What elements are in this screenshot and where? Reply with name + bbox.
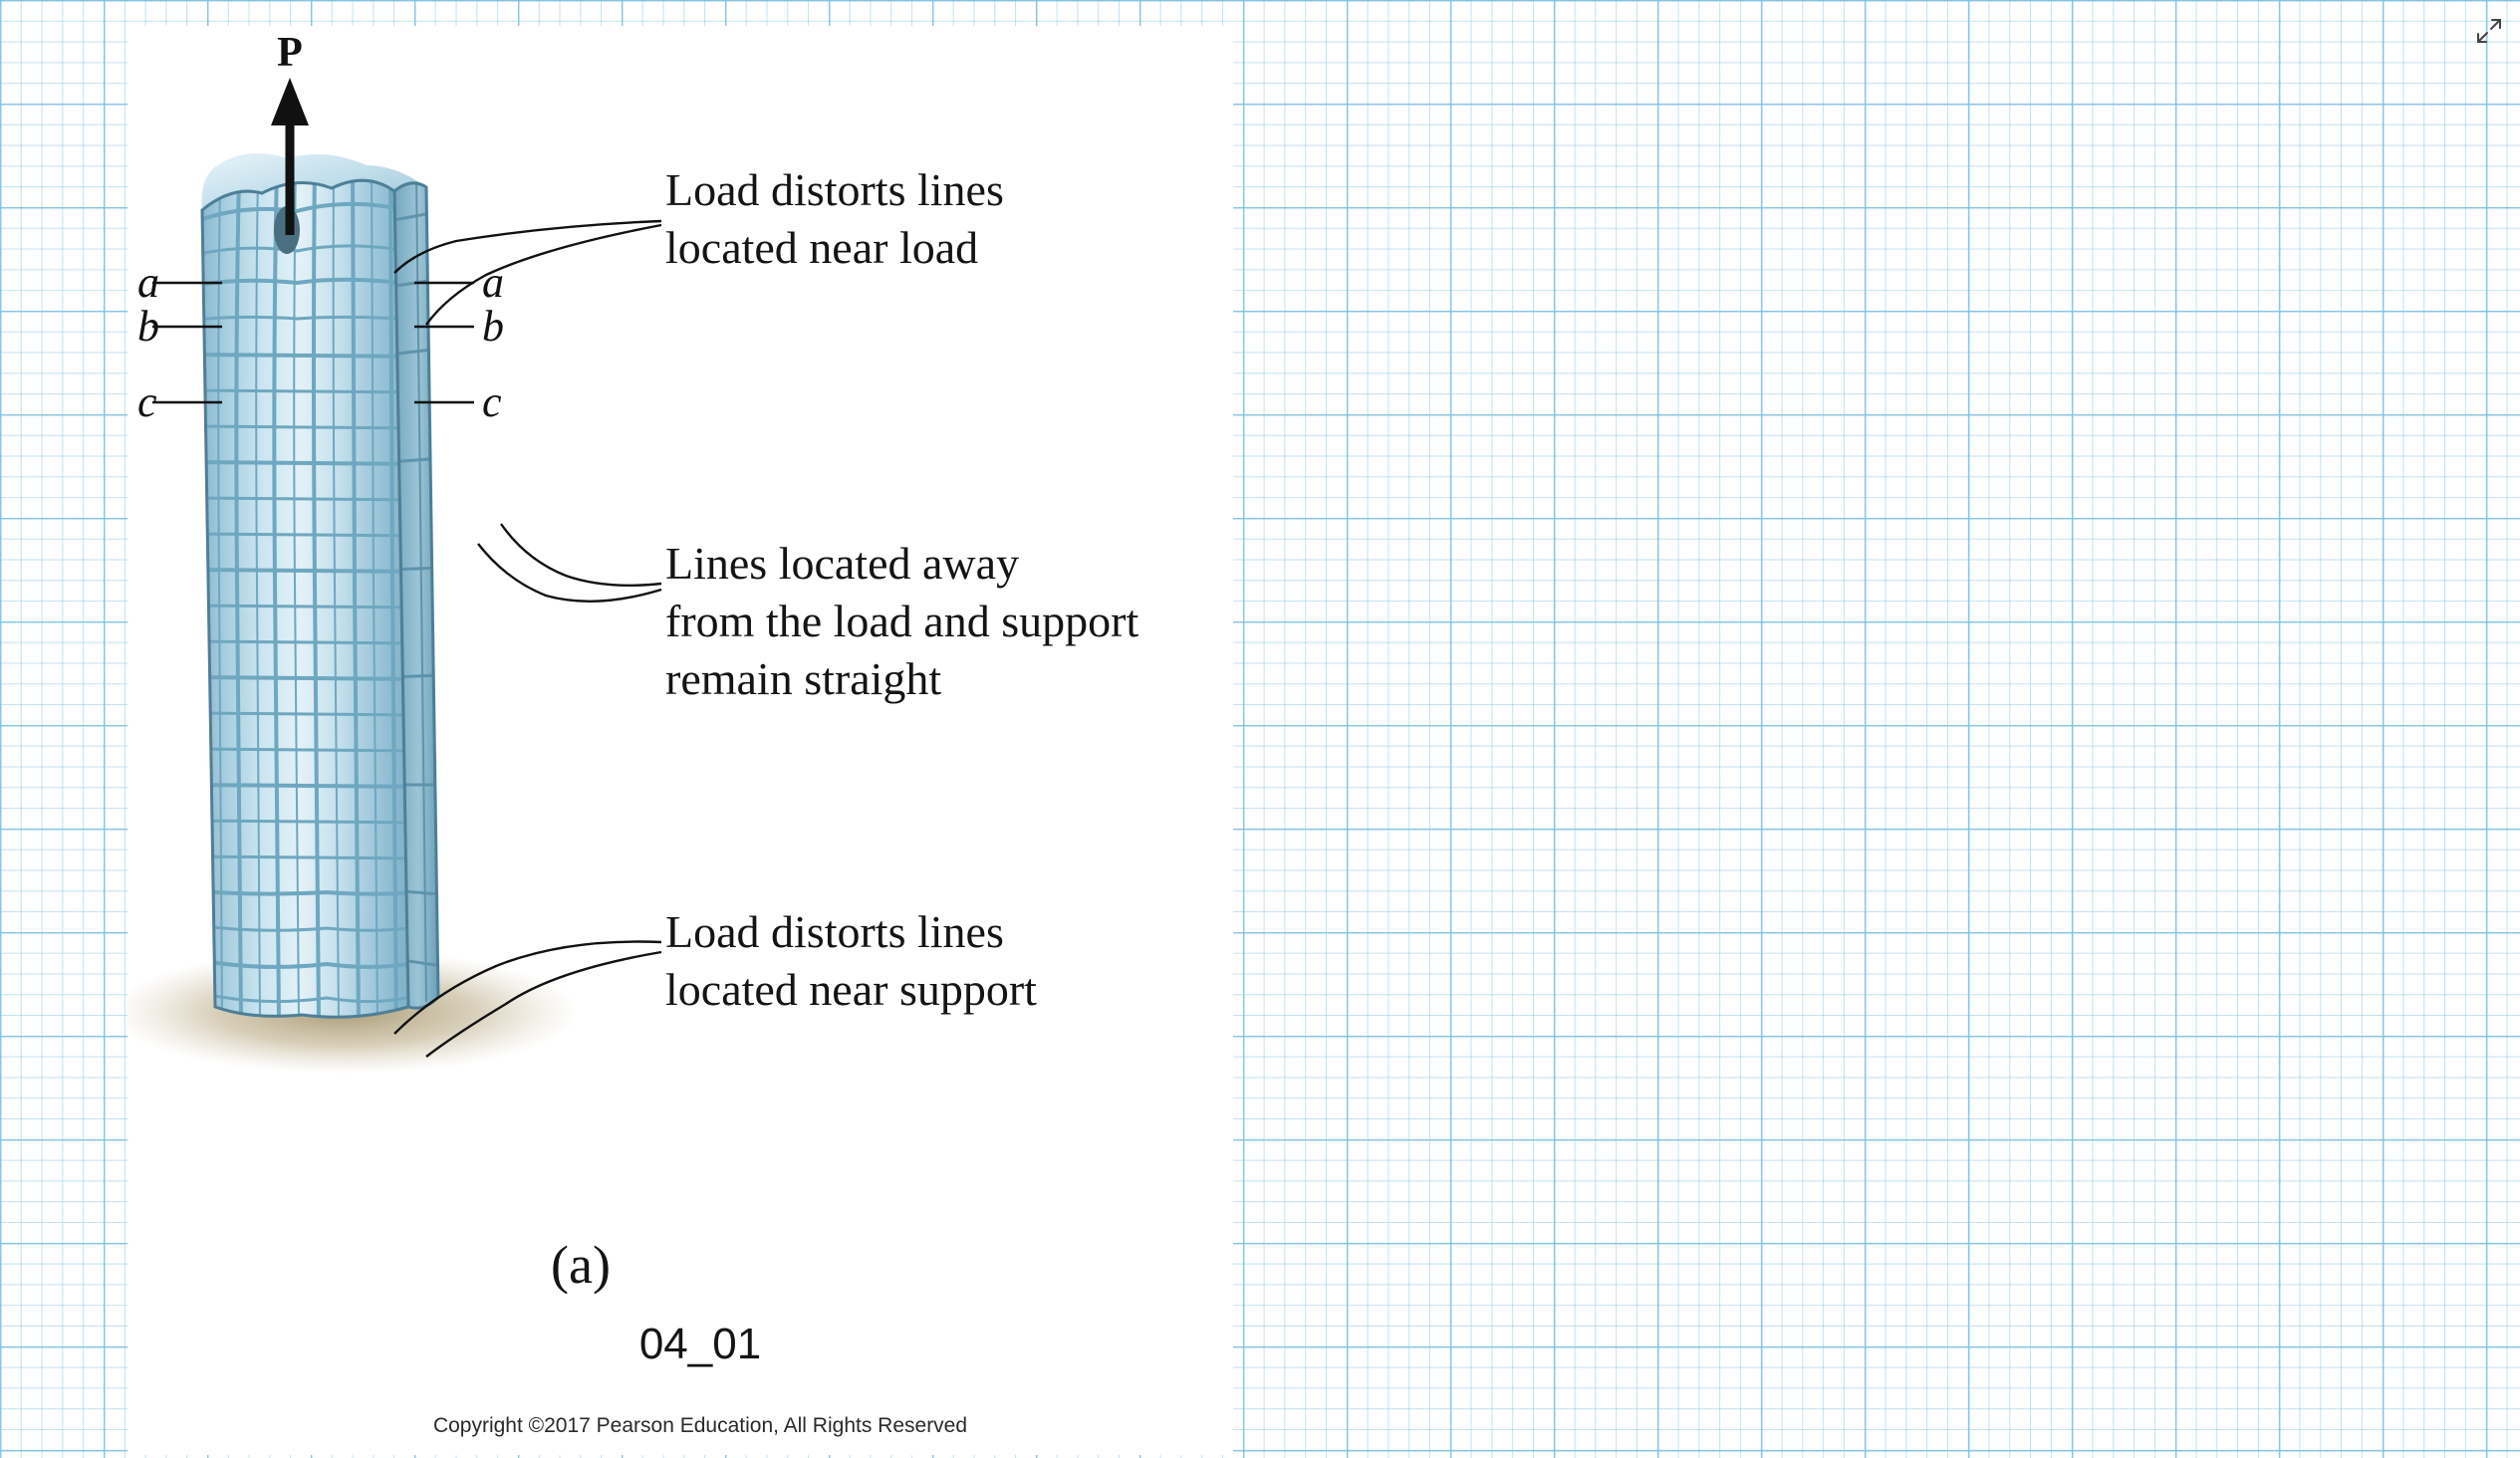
figure-number: 04_01 [638,1320,762,1368]
section-label-b-right: b [482,302,504,351]
annotation-away-line-2: from the load and support [665,596,1139,646]
part-label: (a) [551,1235,611,1295]
axial-load-bar-figure [127,26,1233,1455]
expand-icon[interactable] [2472,14,2506,48]
annotation-away-line-1: Lines located away [665,538,1020,589]
load-label-P: P [277,30,303,76]
figure-sheet [127,26,1233,1455]
annotation-near-support-line-2: located near support [665,964,1037,1015]
axially-loaded-bar [187,153,442,1022]
annotation-away-line-3: remain straight [665,653,942,704]
section-label-c-right: c [482,377,502,426]
annotation-near-load-line-1: Load distorts lines [665,164,1004,215]
annotation-near-load-line-2: located near load [665,222,979,273]
section-label-b-left: b [137,302,159,351]
section-label-a-left: a [137,258,159,307]
annotation-away-from-load [665,538,1138,704]
section-label-c-left: c [137,377,157,426]
annotation-near-load [665,164,1004,273]
section-label-a-right: a [482,258,504,307]
copyright-notice: Copyright ©2017 Pearson Education, All Rights Reserved [432,1414,968,1437]
annotation-near-support [665,906,1037,1015]
annotation-near-support-line-1: Load distorts lines [665,906,1004,957]
